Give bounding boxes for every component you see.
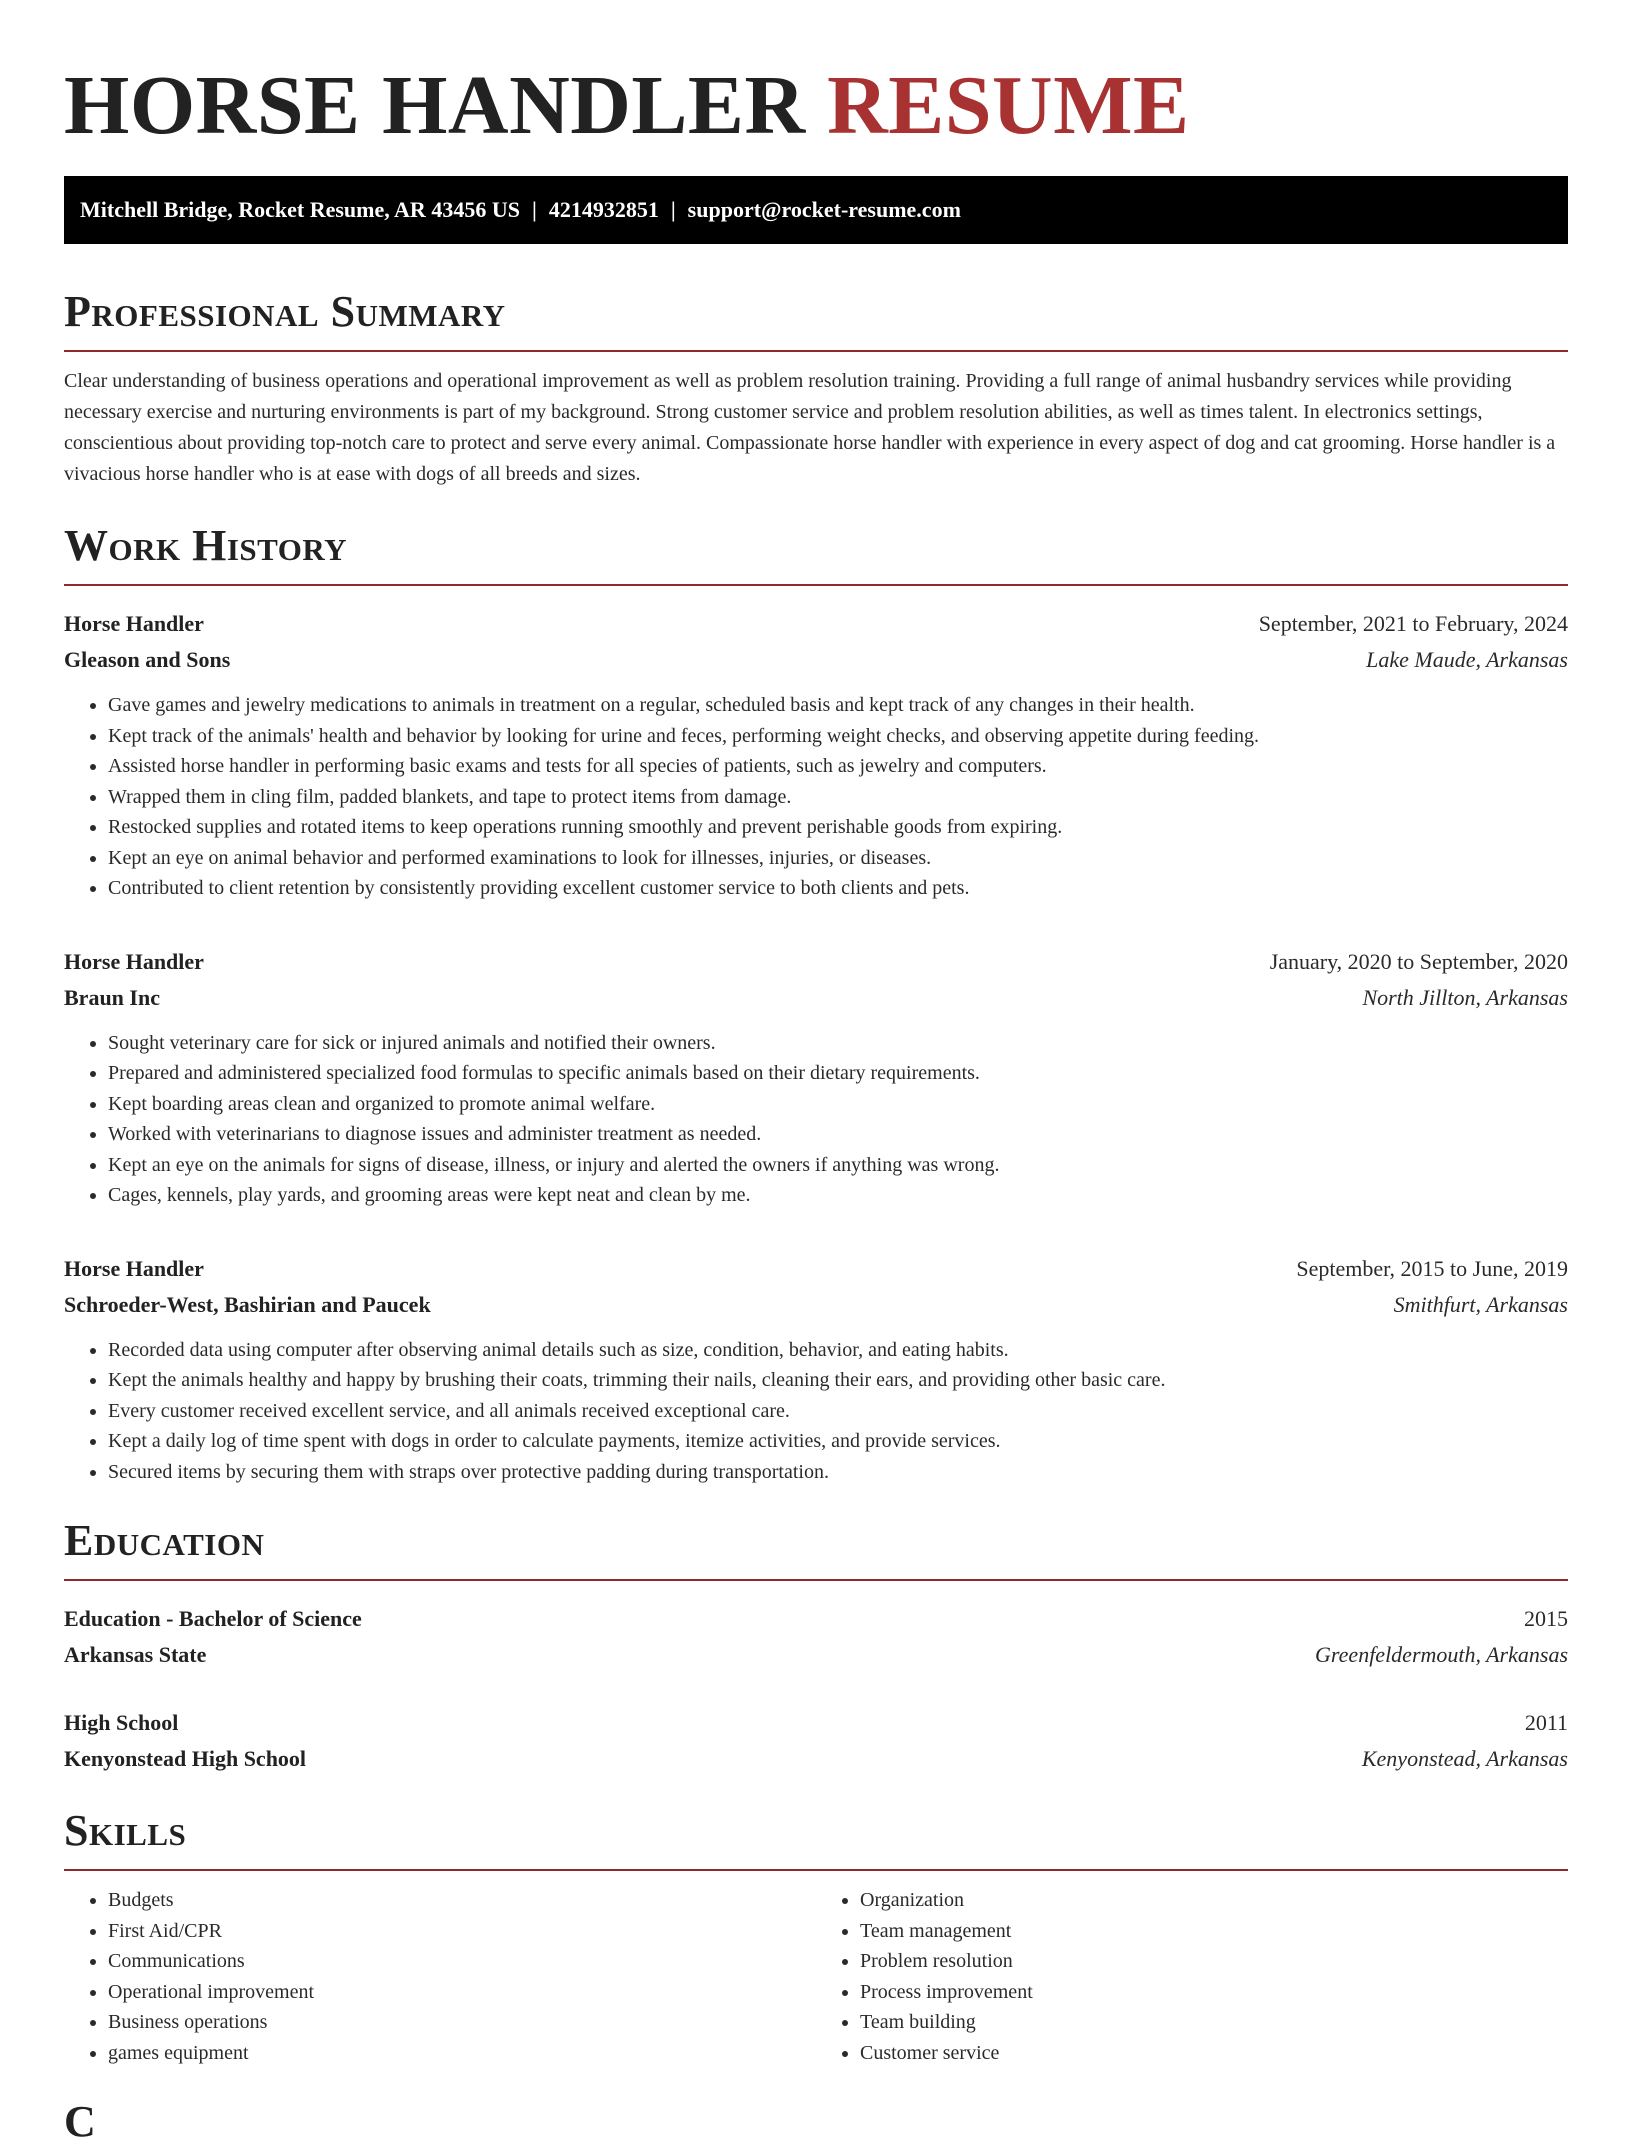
education-degree: High School: [64, 1710, 179, 1735]
skill-item: • Team management: [860, 1916, 1568, 1947]
job-title: Horse Handler: [64, 611, 204, 636]
skills-heading: Skills: [64, 1806, 187, 1855]
job-duty: • Worked with veterinarians to diagnose issues and administer treatment as needed.: [108, 1119, 1568, 1150]
title-main: HORSE HANDLER: [64, 59, 828, 152]
job-duty: • Wrapped them in cling film, padded blankets, and tape to protect items from damage.: [108, 782, 1568, 813]
education-school: Arkansas State: [64, 1642, 207, 1667]
skills-list-left: [64, 1885, 816, 2068]
education-heading: Education: [64, 1516, 265, 1565]
education-school: Kenyonstead High School: [64, 1746, 307, 1771]
next-section: [64, 2094, 1568, 2150]
job-company: Braun Inc: [64, 984, 160, 1010]
skills-grid: [64, 1885, 1568, 2068]
job-location: North Jillton, Arkansas: [1362, 984, 1568, 1010]
job-duty: • Contributed to client retention by consistently providing excellent customer service to both clients and pets.: [108, 873, 1568, 904]
contact-bar: [64, 176, 1568, 244]
education-year: 2015: [1524, 1606, 1568, 1631]
education-year: 2011: [1524, 1710, 1568, 1735]
summary-heading: Professional Summary: [64, 287, 506, 336]
next-section-heading: C: [64, 2097, 97, 2146]
job-dates: September, 2021 to February, 2024: [1258, 611, 1568, 636]
job-entry: [64, 1251, 1568, 1488]
job-company: Gleason and Sons: [64, 647, 231, 672]
job-duty: • Kept an eye on animal behavior and performed examinations to look for illnesses, injuries, or diseases.: [108, 843, 1568, 874]
education-degree: Education - Bachelor of Science: [64, 1606, 362, 1631]
job-dates: September, 2015 to June, 2019: [1296, 1255, 1568, 1281]
education-location: Greenfeldermouth, Arkansas: [1315, 1642, 1568, 1667]
skill-item: • Problem resolution: [860, 1946, 1568, 1977]
skills-list-right: [816, 1885, 1568, 2068]
job-dates: January, 2020 to September, 2020: [1269, 948, 1568, 974]
job-duty: • Restocked supplies and rotated items to keep operations running smoothly and prevent perishable goods from expiring.: [108, 812, 1568, 843]
skill-item: • Communications: [108, 1946, 816, 1977]
title-accent: RESUME: [827, 59, 1190, 152]
section-divider: [64, 1869, 1568, 1871]
job-duty: • Assisted horse handler in performing basic exams and tests for all species of patients, such as jewelry and computers.: [108, 751, 1568, 782]
work-history-heading: Work History: [64, 521, 348, 570]
job-duty: • Secured items by securing them with straps over protective padding during transportation.: [108, 1457, 1568, 1488]
job-duty: • Prepared and administered specialized food formulas to specific animals based on their dietary requirements.: [108, 1058, 1568, 1089]
job-entry: [64, 606, 1568, 904]
job-duty: • Cages, kennels, play yards, and grooming areas were kept neat and clean by me.: [108, 1180, 1568, 1211]
section-divider: [64, 1579, 1568, 1581]
contact-email: support@rocket-resume.com: [687, 197, 961, 222]
job-location: Lake Maude, Arkansas: [1366, 647, 1568, 672]
job-entry: [64, 944, 1568, 1211]
job-title: Horse Handler: [64, 1255, 204, 1281]
skill-item: • games equipment: [108, 2038, 816, 2069]
section-divider: [64, 350, 1568, 352]
job-duty: • Every customer received excellent service, and all animals received exceptional care.: [108, 1396, 1568, 1427]
job-duty: • Kept a daily log of time spent with dogs in order to calculate payments, itemize activities, and provide services.: [108, 1426, 1568, 1457]
job-duties-list: [64, 690, 1568, 904]
resume-title: [64, 56, 1568, 156]
job-duty: • Gave games and jewelry medications to animals in treatment on a regular, scheduled basis and kept track of any changes in their health.: [108, 690, 1568, 721]
contact-separator: |: [670, 197, 676, 222]
summary-section: [64, 284, 1568, 490]
job-duty: • Recorded data using computer after observing animal details such as size, condition, behavior, and eating habits.: [108, 1335, 1568, 1366]
job-duty: • Kept the animals healthy and happy by brushing their coats, trimming their nails, cleaning their ears, and providing other basic care.: [108, 1365, 1568, 1396]
job-duty: • Sought veterinary care for sick or injured animals and notified their owners.: [108, 1028, 1568, 1059]
skill-item: • Operational improvement: [108, 1977, 816, 2008]
skill-item: • Team building: [860, 2007, 1568, 2038]
skill-item: • Budgets: [108, 1885, 816, 1916]
job-duty: • Kept an eye on the animals for signs of disease, illness, or injury and alerted the owners if anything was wrong.: [108, 1150, 1568, 1181]
job-duty: • Kept boarding areas clean and organized to promote animal welfare.: [108, 1089, 1568, 1120]
job-duties-list: [64, 1335, 1568, 1488]
skill-item: • First Aid/CPR: [108, 1916, 816, 1947]
skill-item: • Process improvement: [860, 1977, 1568, 2008]
skill-item: • Customer service: [860, 2038, 1568, 2069]
contact-phone: 4214932851: [548, 197, 659, 222]
contact-address: Mitchell Bridge, Rocket Resume, AR 43456 US: [80, 197, 520, 222]
work-history-section: [64, 518, 1568, 1487]
job-duty: • Kept track of the animals' health and behavior by looking for urine and feces, performing weight checks, and observing appetite during feeding.: [108, 721, 1568, 752]
section-divider: [64, 584, 1568, 586]
job-location: Smithfurt, Arkansas: [1393, 1291, 1568, 1317]
job-company: Schroeder-West, Bashirian and Paucek: [64, 1291, 431, 1317]
education-location: Kenyonstead, Arkansas: [1361, 1746, 1568, 1771]
education-entry: [64, 1601, 1568, 1673]
contact-separator: |: [531, 197, 537, 222]
education-entry: [64, 1705, 1568, 1777]
summary-text: Clear understanding of business operations and operational improvement as well as problem resolution training. Providing a full range of animal husbandry services while providing necessary exercise and nurturing environments is part of my background. Strong customer service and problem resolution abilities, as well as times talent. In electronics settings, conscientious about providing top-notch care to protect and serve every animal. Compassionate horse handler with experience in every aspect of dog and cat grooming. Horse handler is a vivacious horse handler who is at ease with dogs of all breeds and sizes.: [64, 370, 1556, 485]
education-section: [64, 1513, 1568, 1777]
skills-section: [64, 1803, 1568, 2068]
job-title: Horse Handler: [64, 948, 204, 974]
skill-item: • Organization: [860, 1885, 1568, 1916]
job-duties-list: [64, 1028, 1568, 1211]
skill-item: • Business operations: [108, 2007, 816, 2038]
